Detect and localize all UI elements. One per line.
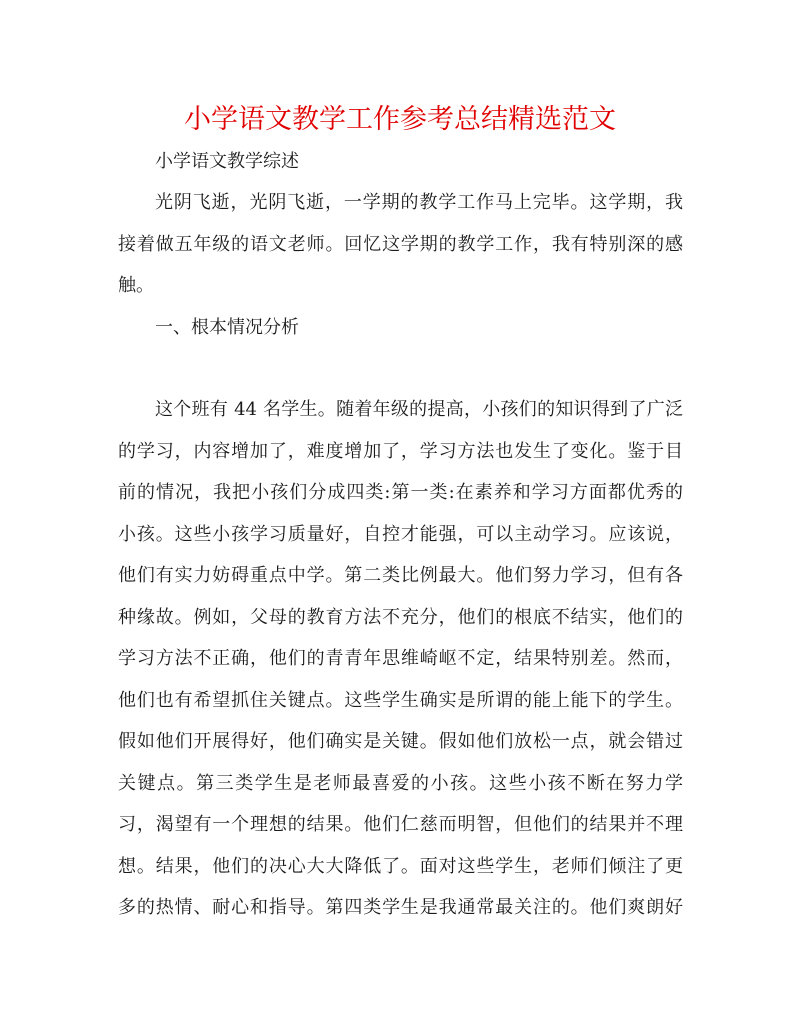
paragraph-line: 习，渴望有一个理想的结果。他们仁慈而明智，但他们的结果并不理 [118,814,683,835]
paragraph-line: 他们有实力妨碍重点中学。第二类比例最大。他们努力学习，但有各 [118,565,683,586]
paragraph-line: 小孩。这些小孩学习质量好，自控才能强，可以主动学习。应该说， [118,524,683,545]
document-title: 小学语文教学工作参考总结精选范文 [184,104,616,135]
paragraph-line: 触。 [118,275,154,296]
subtitle-line: 小学语文教学综述 [155,151,299,172]
paragraph-line: 想。结果，他们的决心大大降低了。面对这些学生，老师们倾注了更 [118,856,683,877]
paragraph-line: 接着做五年级的语文老师。回忆这学期的教学工作，我有特别深的感 [118,234,683,255]
paragraph-line: 学习方法不正确，他们的青青年思维崎岖不定，结果特别差。然而， [118,648,683,669]
paragraph-line: 关键点。第三类学生是老师最喜爱的小孩。这些小孩不断在努力学 [118,773,683,794]
paragraph-line: 多的热情、耐心和指导。第四类学生是我通常最关注的。他们爽朗好 [118,897,683,918]
paragraph-line: 的学习，内容增加了，难度增加了，学习方法也发生了变化。鉴于目 [118,441,683,462]
paragraph-line: 种缘故。例如，父母的教育方法不充分，他们的根底不结实，他们的 [118,607,683,628]
paragraph-line: 假如他们开展得好，他们确实是关键。假如他们放松一点，就会错过 [118,731,683,752]
paragraph-line: 这个班有 44 名学生。随着年级的提高，小孩们的知识得到了广泛 [155,399,683,420]
paragraph-line: 前的情况，我把小孩们分成四类:第一类:在素养和学习方面都优秀的 [118,482,683,503]
paragraph-line: 光阴飞逝，光阴飞逝，一学期的教学工作马上完毕。这学期，我 [155,192,683,213]
section-heading: 一、根本情况分析 [155,317,299,338]
paragraph-line: 他们也有希望抓住关键点。这些学生确实是所谓的能上能下的学生。 [118,690,683,711]
